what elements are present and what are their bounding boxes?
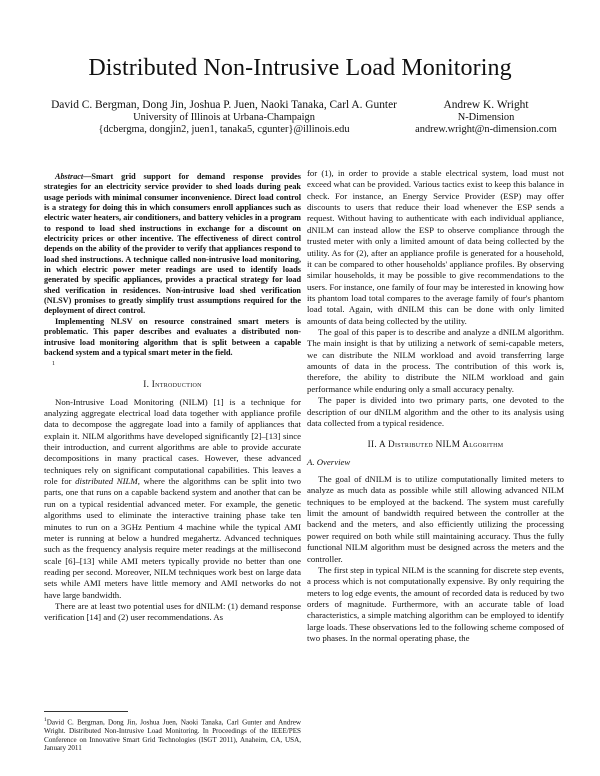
intro-paragraph-3: The goal of this paper is to describe and analyze a dNILM algorithm. The main insight is that by utilizing a network of semi-capable meters, we can distribute the NILM workload and avoid transferring large amounts of data in the process. The contribution of this work is, therefore, the ability to distribute the NILM workload and gain performance while enduring only a small accuracy penalty. [307,327,564,394]
abstract-label: Abstract— [55,172,92,181]
author-block-uiuc [44,99,404,137]
footnote-mark: 1 [52,361,55,368]
right-column [307,168,564,644]
intro-paragraph-2: There are at least two potential uses for dNILM: (1) demand response verification [14] and (2) user recommendations. As [44,601,301,623]
author-affiliation: N-Dimension [457,111,515,123]
author-name: Andrew K. Wright [443,99,529,111]
abstract-paragraph-2: Implementing NLSV on resource constrained smart meters is problematic. This paper describes and evaluates a distributed non-intrusive load monitoring algorithm that is split between a capable backend system and a typical smart meter in the field. [44,316,301,357]
abstract [44,172,301,369]
intro-paragraph-1 [44,397,301,601]
abstract-text: Smart grid support for demand response provides strategies for an electricity service provider to shed loads during peak usage periods with minimal consumer inconvenience. Direct load control is a strategy for doing this in which consumers enroll appliances such as electric water heaters, air conditioners, and battery vehicles in a program to respond to load shed instructions in exchange for a discount on electricity prices or other incentive. The effectiveness of direct control depends on the ability of the provider to verify that appliances respond to load shed instructions. A technique called non-intrusive load monitoring, in which electric power meter readings are used to identify loads generated by specific appliances, provides a practical strategy for load shed verification in residences. Non-intrusive load shed verification (NLSV) promises to greatly simplify trust assumptions required for the deployment of direct control. [44,172,301,316]
author-names: David C. Bergman, Dong Jin, Joshua P. Juen, Naoki Tanaka, Carl A. Gunter [51,99,397,111]
footnote-number: 1 [44,717,47,723]
author-email: andrew.wright@n-dimension.com [415,124,557,136]
paper-title: Distributed Non-Intrusive Load Monitoring [88,55,512,81]
section-heading-introduction: I. Introduction [143,379,202,390]
overview-paragraph-1: The goal of dNILM is to utilize computationally limited meters to analyze as much data as possible while still allowing advanced NILM techniques to be employed at the backend. The system must carefully limit the amount of bandwidth required between the controller at the backend and the meters, and also efficiently utilizing the processing power required on both while still maintaining accuracy. Thus the fully functional NILM algorithm must be designed across the meters and the controller. [307,473,564,564]
overview-paragraph-2: The first step in typical NILM is the scanning for discrete step events, a process which is not computationally expensive. By only requiring the meters to log edge events, the amount of recorded data is reduced by two orders of magnitude. Furthermore, with an accurate table of load characteristics, a simple matching algorithm can be employed to identify large loads. These observations led to the following scheme composed of two phases. In the normal operating phase, the [307,564,564,644]
author-emails: {dcbergma, dongjin2, juen1, tanaka5, cgunter}@illinois.edu [98,124,350,136]
emphasis-distributed-nilm: distributed NILM [75,476,138,487]
author-affiliation: University of Illinois at Urbana-Champaign [133,111,315,123]
intro-paragraph-4: The paper is divided into two primary parts, one devoted to the description of our dNILM algorithm and the other to its analysis using data collected from a typical residence. [307,395,564,428]
subsection-heading-overview: A. Overview [307,456,351,467]
footnote-text: David C. Bergman, Dong Jin, Joshua Juen, Naoki Tanaka, Carl Gunter and Andrew Wright. Distributed Non-Intrusive Load Monitoring. In Proceedings of the IEEE/PES Conference on Innovative Smart Grid Technologies (ISGT 2011), Anaheim, CA, USA, January 2011 [44,718,301,753]
author-block-ndimension [410,99,562,137]
abstract-paragraph [44,172,301,317]
intro-text: Non-Intrusive Load Monitoring (NILM) [1] is a technique for analyzing aggregate electrical load data together with appliance profile data to decompose the aggregate load into a family of appliances that explain it. NILM algorithms have developed significantly [2]–[13] since their introduction, and current algorithms are able to provide accurate decompositions in many practical cases. However, these advanced techniques rely on significant computational capabilities. This leaves a role for [44,396,301,487]
footnote [44,716,301,753]
intro-paragraph-2-continued: for (1), in order to provide a stable electrical system, load must not exceed what can be provided. Various tactics exist to keep this balance in check. For instance, an Energy Service Provider (ESP) may offer discounts to users that reduce their load whenever the ESP sends a request. Without having to authenticate with each individual appliance, dNILM can instead allow the ESP to observe compliance through the trusted meter with only a limited amount of data being collected by the utility. As for (2), after an appliance profile is generated for a household, it can be compared to other households' appliance profiles. By observing similar households, it may be possible to give recommendations to the users. For instance, one family of four may be interested in knowing how its phantom load total compares to the average family of four's phantom load total. Again, with dNILM this can be done with only limited amounts of data being collected by the utility. [307,168,564,326]
section-heading-dnilm: II. A Distributed NILM Algorithm [367,439,504,450]
left-column [44,172,301,647]
intro-text: , where the algorithms can be split into two parts, one that runs on a capable backend system and another that can be run on a typical residential advanced meter. For example, the genetic algorithms used to eliminate the interactive training phase take ten minutes to run on a 3GHz Pentium 4 machine while the typical AMI meter is running at below a hundred megahertz. Advanced techniques such as the frequency analysis require meter readings at the millisecond scale [6]–[13] while AMI meters typically provide no better than one reading per second. Moreover, NILM techniques work best on large data sets while AMI meters have little memory and AMI networks do not have large bandwidth. [44,476,302,600]
footnote-divider [44,711,128,712]
